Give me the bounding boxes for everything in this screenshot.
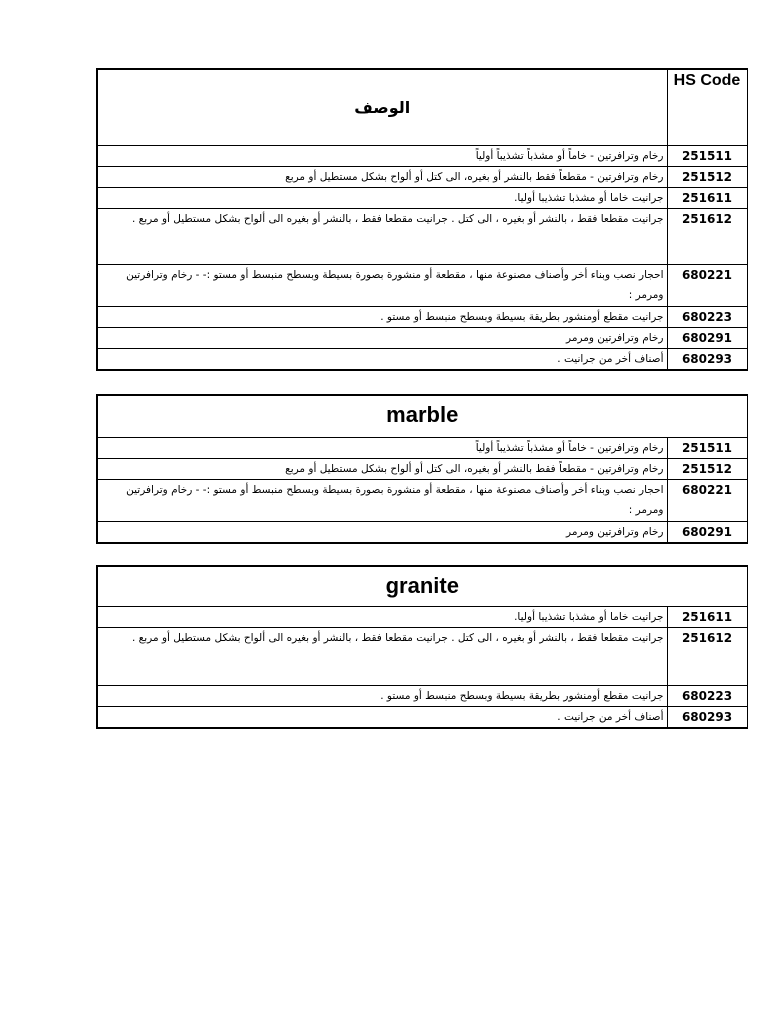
table-row-desc: جرانيت خاما أو مشذبا تشذيبا أوليا. — [97, 606, 667, 627]
table-row-code: 680223 — [667, 685, 747, 706]
table-row-desc: أصناف أخر من جرانيت . — [97, 348, 667, 370]
table-row-desc: رخام وترافرتين ومرمر — [97, 521, 667, 543]
table-row-desc: احجار نصب وبناء أخر وأصناف مصنوعة منها ، مقطعة أو منشورة بصورة بسيطة وبسطح منبسط أو مستو :- - رخام وترافرتين ومرمر : — [97, 479, 667, 521]
table-row-desc: جرانيت مقطع أومنشور بطريقة بسيطة وبسطح منبسط أو مستو . — [97, 685, 667, 706]
section-title-granite: granite — [97, 566, 747, 606]
header-description: الوصف — [97, 69, 667, 145]
table-row-desc: احجار نصب وبناء أخر وأصناف مصنوعة منها ، مقطعة أو منشورة بصورة بسيطة وبسطح منبسط أو مستو :- - رخام وترافرتين ومرمر : — [97, 264, 667, 306]
table-row-code: 680293 — [667, 348, 747, 370]
table-row-desc: رخام وترافرتين - مقطعاً فقط بالنشر أو بغيره، الى كتل أو ألواح بشكل مستطيل أو مربع — [97, 458, 667, 479]
table-row-desc: رخام وترافرتين - مقطعاً فقط بالنشر أو بغيره، الى كتل أو ألواح بشكل مستطيل أو مربع — [97, 166, 667, 187]
table-row-desc: جرانيت مقطع أومنشور بطريقة بسيطة وبسطح منبسط أو مستو . — [97, 306, 667, 327]
table-row-desc: جرانيت مقطعا فقط ، بالنشر أو بغيره ، الى كتل . جرانيت مقطعا فقط ، بالنشر أو بغيره الى ألواح بشكل مستطيل أو مربع . — [97, 208, 667, 264]
table-row-code: 251512 — [667, 166, 747, 187]
table-row-desc: رخام وترافرتين ومرمر — [97, 327, 667, 348]
table-row-desc: جرانيت مقطعا فقط ، بالنشر أو بغيره ، الى كتل . جرانيت مقطعا فقط ، بالنشر أو بغيره الى ألواح بشكل مستطيل أو مربع . — [97, 627, 667, 685]
table-row-code: 680293 — [667, 706, 747, 728]
table-row-code: 251612 — [667, 627, 747, 685]
table-row-code: 680291 — [667, 521, 747, 543]
table-row-code: 251611 — [667, 606, 747, 627]
table-row-code: 251512 — [667, 458, 747, 479]
table-row-code: 680221 — [667, 479, 747, 521]
header-hs-code: HS Code — [667, 69, 747, 145]
table-row-desc: أصناف أخر من جرانيت . — [97, 706, 667, 728]
hs-code-table — [96, 68, 748, 371]
marble-table — [96, 394, 748, 544]
table-row-desc: رخام وترافرتين - خاماً أو مشذباً تشذيباً أولياً — [97, 145, 667, 166]
table-row-code: 251612 — [667, 208, 747, 264]
table-row-code: 680291 — [667, 327, 747, 348]
table-row-code: 251511 — [667, 145, 747, 166]
granite-table — [96, 565, 748, 729]
table-row-desc: جرانيت خاما أو مشذبا تشذيبا أوليا. — [97, 187, 667, 208]
table-row-code: 251511 — [667, 437, 747, 458]
table-row-code: 680221 — [667, 264, 747, 306]
table-row-code: 680223 — [667, 306, 747, 327]
table-row-code: 251611 — [667, 187, 747, 208]
section-title-marble: marble — [97, 395, 747, 437]
table-row-desc: رخام وترافرتين - خاماً أو مشذباً تشذيباً أولياً — [97, 437, 667, 458]
